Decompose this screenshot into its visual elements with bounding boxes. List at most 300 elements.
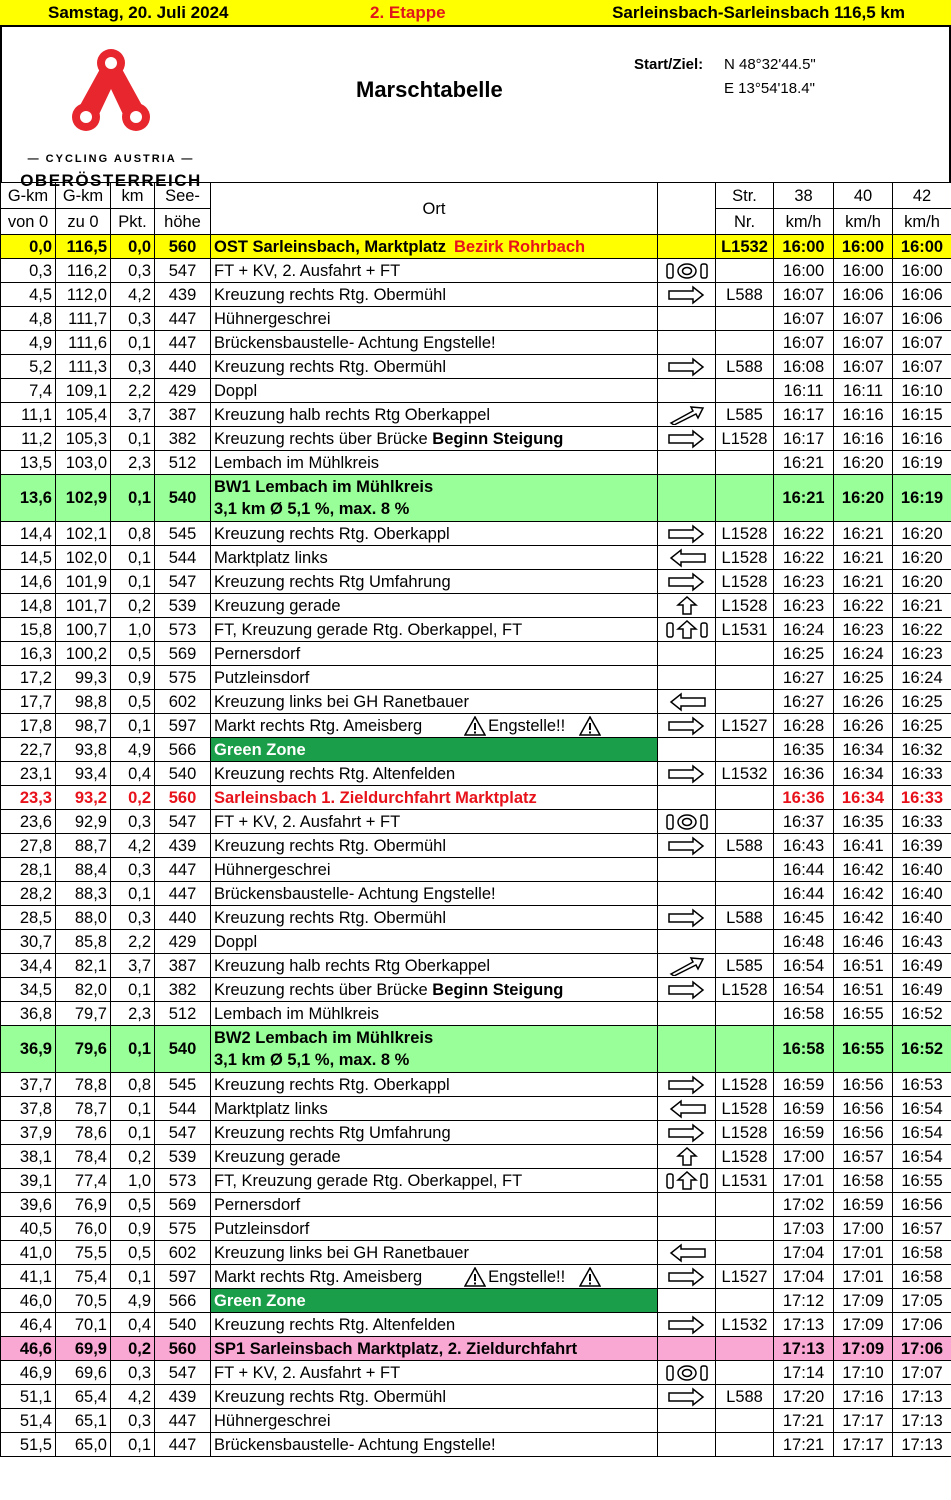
table-row	[1, 858, 951, 882]
time-40-cell: 16:59	[834, 1193, 893, 1217]
time-40-cell: 16:24	[834, 642, 893, 666]
seehoehe-cell: 547	[155, 259, 211, 283]
table-row	[1, 1385, 951, 1409]
gkm-von-cell: 13,6	[1, 475, 56, 522]
roundabout-icon	[661, 812, 713, 832]
road-number-cell	[716, 1193, 774, 1217]
road-number-cell: L588	[716, 355, 774, 379]
direction-cell	[658, 618, 716, 642]
ort-label: Brückensbaustelle- Achtung Engstelle!	[214, 333, 496, 352]
gkm-von-cell: 39,6	[1, 1193, 56, 1217]
col-gkm-zu-sub: zu 0	[56, 209, 111, 235]
time-38-cell: 16:08	[774, 355, 834, 379]
direction-cell	[658, 1265, 716, 1289]
time-38-cell: 17:21	[774, 1433, 834, 1457]
table-row	[1, 1409, 951, 1433]
table-row	[1, 427, 951, 451]
gkm-zu-cell: 111,6	[56, 331, 111, 355]
time-42-cell: 16:49	[893, 954, 951, 978]
arrow-left-icon	[661, 1243, 713, 1263]
ort-cell	[211, 810, 658, 834]
road-number-cell	[716, 786, 774, 810]
gkm-zu-cell: 105,4	[56, 403, 111, 427]
ort-cell	[211, 1361, 658, 1385]
km-cell: 0,1	[111, 714, 155, 738]
km-cell: 4,2	[111, 1385, 155, 1409]
seehoehe-cell: 566	[155, 738, 211, 762]
time-40-cell: 16:51	[834, 954, 893, 978]
time-42-cell: 16:40	[893, 858, 951, 882]
time-38-cell: 16:27	[774, 666, 834, 690]
km-cell: 0,1	[111, 427, 155, 451]
seehoehe-cell: 539	[155, 594, 211, 618]
warning-triangle-icon	[579, 716, 601, 736]
table-row	[1, 451, 951, 475]
direction-cell	[658, 762, 716, 786]
table-row	[1, 810, 951, 834]
table-row	[1, 1169, 951, 1193]
gkm-von-cell: 0,3	[1, 259, 56, 283]
km-cell: 0,3	[111, 1361, 155, 1385]
table-row	[1, 307, 951, 331]
road-number-cell: L588	[716, 1385, 774, 1409]
time-38-cell: 16:23	[774, 594, 834, 618]
time-38-cell: 16:24	[774, 618, 834, 642]
ort-cell	[211, 355, 658, 379]
arrow-right-icon	[661, 716, 713, 736]
km-cell: 0,8	[111, 1073, 155, 1097]
direction-cell	[658, 834, 716, 858]
gkm-von-cell: 41,1	[1, 1265, 56, 1289]
gkm-von-cell: 17,8	[1, 714, 56, 738]
direction-cell	[658, 546, 716, 570]
time-38-cell: 16:48	[774, 930, 834, 954]
seehoehe-cell: 540	[155, 475, 211, 522]
seehoehe-cell: 447	[155, 331, 211, 355]
time-38-cell: 16:22	[774, 522, 834, 546]
direction-cell	[658, 906, 716, 930]
direction-cell	[658, 379, 716, 403]
ort-cell	[211, 570, 658, 594]
route-summary: Sarleinsbach-Sarleinsbach 116,5 km	[612, 3, 905, 22]
direction-cell	[658, 235, 716, 259]
km-cell: 4,2	[111, 283, 155, 307]
road-number-cell: L588	[716, 906, 774, 930]
km-cell: 0,1	[111, 1121, 155, 1145]
ort-cell	[211, 1337, 658, 1361]
gkm-zu-cell: 88,3	[56, 882, 111, 906]
gkm-von-cell: 37,7	[1, 1073, 56, 1097]
table-row	[1, 594, 951, 618]
ort-cell	[211, 1289, 658, 1313]
time-38-cell: 16:58	[774, 1002, 834, 1026]
time-40-cell: 16:55	[834, 1026, 893, 1073]
seehoehe-cell: 447	[155, 1409, 211, 1433]
time-38-cell: 16:17	[774, 427, 834, 451]
table-row	[1, 1002, 951, 1026]
ort-label: Kreuzung halb rechts Rtg Oberkappel	[214, 956, 491, 975]
direction-cell	[658, 594, 716, 618]
ort-label: Kreuzung links bei GH Ranetbauer	[214, 692, 469, 711]
time-42-cell: 16:20	[893, 522, 951, 546]
ort-cell	[211, 1097, 658, 1121]
km-cell: 3,7	[111, 954, 155, 978]
time-42-cell: 17:13	[893, 1433, 951, 1457]
time-40-cell: 16:56	[834, 1073, 893, 1097]
time-42-cell: 16:54	[893, 1145, 951, 1169]
ort-label: Kreuzung halb rechts Rtg Oberkappel	[214, 405, 491, 424]
time-38-cell: 16:23	[774, 570, 834, 594]
road-number-cell: L1532	[716, 1313, 774, 1337]
gkm-von-cell: 16,3	[1, 642, 56, 666]
time-40-cell: 16:07	[834, 331, 893, 355]
direction-cell	[658, 690, 716, 714]
direction-cell	[658, 403, 716, 427]
time-40-cell: 16:35	[834, 810, 893, 834]
arrow-right-icon	[661, 1315, 713, 1335]
km-cell: 0,5	[111, 690, 155, 714]
gkm-zu-cell: 102,0	[56, 546, 111, 570]
time-42-cell: 16:15	[893, 403, 951, 427]
table-row	[1, 1193, 951, 1217]
gkm-von-cell: 41,0	[1, 1241, 56, 1265]
time-38-cell: 16:21	[774, 451, 834, 475]
seehoehe-cell: 439	[155, 283, 211, 307]
gkm-zu-cell: 65,1	[56, 1409, 111, 1433]
direction-cell	[658, 1217, 716, 1241]
chain-link-icon	[16, 49, 206, 149]
seehoehe-cell: 382	[155, 978, 211, 1002]
time-40-cell: 16:42	[834, 906, 893, 930]
seehoehe-cell: 439	[155, 834, 211, 858]
time-42-cell: 16:06	[893, 283, 951, 307]
km-cell: 3,7	[111, 403, 155, 427]
gkm-zu-cell: 105,3	[56, 427, 111, 451]
ort-cell	[211, 1121, 658, 1145]
time-42-cell: 16:10	[893, 379, 951, 403]
gkm-von-cell: 23,6	[1, 810, 56, 834]
col-km: km	[111, 183, 155, 209]
arrow-right-icon	[661, 357, 713, 377]
crosswalk-straight-icon	[661, 1171, 713, 1191]
time-40-cell: 16:58	[834, 1169, 893, 1193]
ort-cell	[211, 906, 658, 930]
km-cell: 0,1	[111, 475, 155, 522]
time-42-cell: 16:39	[893, 834, 951, 858]
seehoehe-cell: 387	[155, 954, 211, 978]
road-number-cell	[716, 331, 774, 355]
road-number-cell: L1528	[716, 594, 774, 618]
time-42-cell: 16:53	[893, 1073, 951, 1097]
km-cell: 2,3	[111, 451, 155, 475]
table-row	[1, 954, 951, 978]
time-42-cell: 16:25	[893, 714, 951, 738]
km-cell: 0,2	[111, 786, 155, 810]
ort-label: Kreuzung links bei GH Ranetbauer	[214, 1243, 469, 1262]
table-row	[1, 666, 951, 690]
direction-cell	[658, 666, 716, 690]
time-38-cell: 16:59	[774, 1121, 834, 1145]
seehoehe-cell: 547	[155, 1361, 211, 1385]
arrow-half-right-icon	[661, 956, 713, 976]
seehoehe-cell: 447	[155, 1433, 211, 1457]
time-42-cell: 16:33	[893, 786, 951, 810]
km-cell: 0,3	[111, 259, 155, 283]
gkm-zu-cell: 65,4	[56, 1385, 111, 1409]
gkm-zu-cell: 78,7	[56, 1097, 111, 1121]
seehoehe-cell: 575	[155, 666, 211, 690]
gkm-zu-cell: 75,5	[56, 1241, 111, 1265]
warning-triangle-icon	[464, 1267, 486, 1287]
road-number-cell	[716, 1409, 774, 1433]
gkm-von-cell: 17,2	[1, 666, 56, 690]
gkm-von-cell: 46,6	[1, 1337, 56, 1361]
gkm-zu-cell: 93,4	[56, 762, 111, 786]
ort-label: Kreuzung rechts Rtg. Obermühl	[214, 836, 447, 855]
road-number-cell	[716, 858, 774, 882]
ort-cell	[211, 1241, 658, 1265]
ort-label: Kreuzung rechts Rtg. Obermühl	[214, 908, 447, 927]
ort-label: Kreuzung gerade	[214, 1147, 341, 1166]
arrow-left-icon	[661, 1099, 713, 1119]
ort-label: Green Zone	[214, 740, 306, 759]
direction-cell	[658, 1121, 716, 1145]
direction-cell	[658, 1097, 716, 1121]
road-number-cell	[716, 882, 774, 906]
arrow-right-icon	[661, 285, 713, 305]
road-number-cell	[716, 451, 774, 475]
time-42-cell: 16:06	[893, 307, 951, 331]
direction-cell	[658, 1145, 716, 1169]
time-42-cell: 16:33	[893, 762, 951, 786]
direction-cell	[658, 570, 716, 594]
gkm-von-cell: 22,7	[1, 738, 56, 762]
gkm-zu-cell: 112,0	[56, 283, 111, 307]
km-cell: 0,3	[111, 1409, 155, 1433]
time-42-cell: 16:33	[893, 810, 951, 834]
start-finish-label: Start/Ziel:	[634, 56, 704, 73]
time-40-cell: 16:26	[834, 714, 893, 738]
ort-cell	[211, 283, 658, 307]
seehoehe-cell: 547	[155, 1121, 211, 1145]
ort-cell	[211, 1265, 658, 1289]
seehoehe-cell: 540	[155, 1313, 211, 1337]
time-38-cell: 16:36	[774, 786, 834, 810]
top-banner	[0, 0, 951, 27]
direction-cell	[658, 1433, 716, 1457]
ort-cell	[211, 1026, 658, 1073]
time-38-cell: 17:04	[774, 1241, 834, 1265]
seehoehe-cell: 569	[155, 642, 211, 666]
col-km-sub: Pkt.	[111, 209, 155, 235]
seehoehe-cell: 447	[155, 882, 211, 906]
seehoehe-cell: 544	[155, 546, 211, 570]
km-cell: 0,8	[111, 522, 155, 546]
road-number-cell	[716, 259, 774, 283]
gkm-von-cell: 17,7	[1, 690, 56, 714]
time-42-cell: 17:07	[893, 1361, 951, 1385]
seehoehe-cell: 382	[155, 427, 211, 451]
district-note: Bezirk Rohrbach	[453, 237, 586, 256]
time-38-cell: 16:36	[774, 762, 834, 786]
ort-cell	[211, 882, 658, 906]
km-cell: 0,1	[111, 570, 155, 594]
time-38-cell: 16:35	[774, 738, 834, 762]
time-42-cell: 16:22	[893, 618, 951, 642]
time-38-cell: 16:07	[774, 331, 834, 355]
time-42-cell: 17:06	[893, 1313, 951, 1337]
gkm-von-cell: 37,9	[1, 1121, 56, 1145]
ort-label: FT + KV, 2. Ausfahrt + FT	[214, 812, 401, 831]
gkm-zu-cell: 99,3	[56, 666, 111, 690]
time-40-cell: 16:21	[834, 570, 893, 594]
time-42-cell: 16:00	[893, 235, 951, 259]
arrow-right-icon	[661, 1267, 713, 1287]
col-speed-38: 38	[774, 183, 834, 209]
road-number-cell: L588	[716, 834, 774, 858]
km-cell: 2,3	[111, 1002, 155, 1026]
km-cell: 0,3	[111, 810, 155, 834]
time-38-cell: 16:45	[774, 906, 834, 930]
time-40-cell: 16:00	[834, 259, 893, 283]
seehoehe-cell: 539	[155, 1145, 211, 1169]
road-number-cell	[716, 1361, 774, 1385]
race-date: Samstag, 20. Juli 2024	[48, 3, 229, 22]
gkm-von-cell: 4,8	[1, 307, 56, 331]
time-38-cell: 17:20	[774, 1385, 834, 1409]
seehoehe-cell: 545	[155, 522, 211, 546]
gkm-von-cell: 28,2	[1, 882, 56, 906]
gkm-zu-cell: 70,1	[56, 1313, 111, 1337]
km-cell: 1,0	[111, 1169, 155, 1193]
time-42-cell: 16:40	[893, 882, 951, 906]
time-38-cell: 17:13	[774, 1337, 834, 1361]
table-row	[1, 882, 951, 906]
ort-label: Kreuzung rechts Rtg. Oberkappl	[214, 1075, 450, 1094]
km-cell: 0,1	[111, 1433, 155, 1457]
arrow-right-icon	[661, 429, 713, 449]
time-40-cell: 16:56	[834, 1121, 893, 1145]
arrow-right-icon	[661, 524, 713, 544]
cycling-austria-logo	[16, 49, 206, 190]
arrow-right-icon	[661, 1387, 713, 1407]
gkm-zu-cell: 69,9	[56, 1337, 111, 1361]
km-cell: 0,2	[111, 1145, 155, 1169]
seehoehe-cell: 573	[155, 1169, 211, 1193]
page-title: Marschtabelle	[356, 77, 503, 102]
gkm-von-cell: 23,3	[1, 786, 56, 810]
warning-triangle-icon	[579, 1267, 601, 1287]
gkm-zu-cell: 85,8	[56, 930, 111, 954]
ort-label: Kreuzung rechts Rtg Umfahrung	[214, 1123, 451, 1142]
ort-cell	[211, 690, 658, 714]
time-40-cell: 17:00	[834, 1217, 893, 1241]
seehoehe-cell: 429	[155, 930, 211, 954]
time-42-cell: 16:54	[893, 1121, 951, 1145]
gkm-von-cell: 34,5	[1, 978, 56, 1002]
ort-label: Lembach im Mühlkreis	[214, 1004, 380, 1023]
road-number-cell: L1528	[716, 1121, 774, 1145]
climb-details: 3,1 km Ø 5,1 %, max. 8 %	[214, 500, 410, 518]
ort-cell	[211, 1193, 658, 1217]
gkm-zu-cell: 100,2	[56, 642, 111, 666]
table-row	[1, 786, 951, 810]
arrow-right-icon	[661, 980, 713, 1000]
ort-label: Kreuzung rechts über Brücke	[214, 429, 428, 448]
climb-start-note: Beginn Steigung	[432, 980, 564, 999]
time-42-cell: 16:19	[893, 451, 951, 475]
ort-label: FT, Kreuzung gerade Rtg. Oberkappel, FT	[214, 620, 523, 639]
seehoehe-cell: 569	[155, 1193, 211, 1217]
table-row	[1, 1026, 951, 1073]
road-number-cell	[716, 738, 774, 762]
direction-cell	[658, 1409, 716, 1433]
table-row	[1, 355, 951, 379]
ort-cell	[211, 522, 658, 546]
gkm-von-cell: 46,0	[1, 1289, 56, 1313]
gkm-zu-cell: 76,0	[56, 1217, 111, 1241]
direction-cell	[658, 451, 716, 475]
gkm-zu-cell: 93,2	[56, 786, 111, 810]
ort-cell	[211, 1385, 658, 1409]
col-seehoehe-sub: höhe	[155, 209, 211, 235]
gkm-von-cell: 11,2	[1, 427, 56, 451]
time-38-cell: 17:13	[774, 1313, 834, 1337]
gkm-zu-cell: 78,4	[56, 1145, 111, 1169]
time-42-cell: 17:05	[893, 1289, 951, 1313]
road-number-cell	[716, 1337, 774, 1361]
direction-cell	[658, 475, 716, 522]
col-gkm-von-sub: von 0	[1, 209, 56, 235]
arrow-right-icon	[661, 1075, 713, 1095]
road-number-cell	[716, 1241, 774, 1265]
gkm-von-cell: 46,9	[1, 1361, 56, 1385]
time-40-cell: 16:41	[834, 834, 893, 858]
logo-region: OBERÖSTERREICH	[20, 171, 202, 190]
gkm-zu-cell: 78,6	[56, 1121, 111, 1145]
time-40-cell: 16:06	[834, 283, 893, 307]
table-row	[1, 762, 951, 786]
direction-cell	[658, 786, 716, 810]
time-38-cell: 16:22	[774, 546, 834, 570]
roundabout-icon	[661, 261, 713, 281]
gkm-zu-cell: 79,7	[56, 1002, 111, 1026]
time-38-cell: 16:37	[774, 810, 834, 834]
ort-cell	[211, 427, 658, 451]
time-42-cell: 16:58	[893, 1265, 951, 1289]
seehoehe-cell: 602	[155, 1241, 211, 1265]
road-number-cell: L585	[716, 403, 774, 427]
road-number-cell: L1528	[716, 522, 774, 546]
seehoehe-cell: 597	[155, 1265, 211, 1289]
road-number-cell	[716, 475, 774, 522]
ort-label: FT + KV, 2. Ausfahrt + FT	[214, 1363, 401, 1382]
table-row	[1, 1337, 951, 1361]
ort-label: Putzleinsdorf	[214, 668, 310, 687]
time-38-cell: 16:58	[774, 1026, 834, 1073]
km-cell: 0,3	[111, 858, 155, 882]
gkm-zu-cell: 88,4	[56, 858, 111, 882]
time-40-cell: 16:11	[834, 379, 893, 403]
time-38-cell: 16:59	[774, 1097, 834, 1121]
road-number-cell	[716, 1026, 774, 1073]
coordinate-east: E 13°54'18.4"	[724, 80, 815, 97]
ort-cell	[211, 1433, 658, 1457]
time-38-cell: 16:59	[774, 1073, 834, 1097]
ort-cell	[211, 451, 658, 475]
table-row	[1, 1361, 951, 1385]
road-number-cell	[716, 1002, 774, 1026]
